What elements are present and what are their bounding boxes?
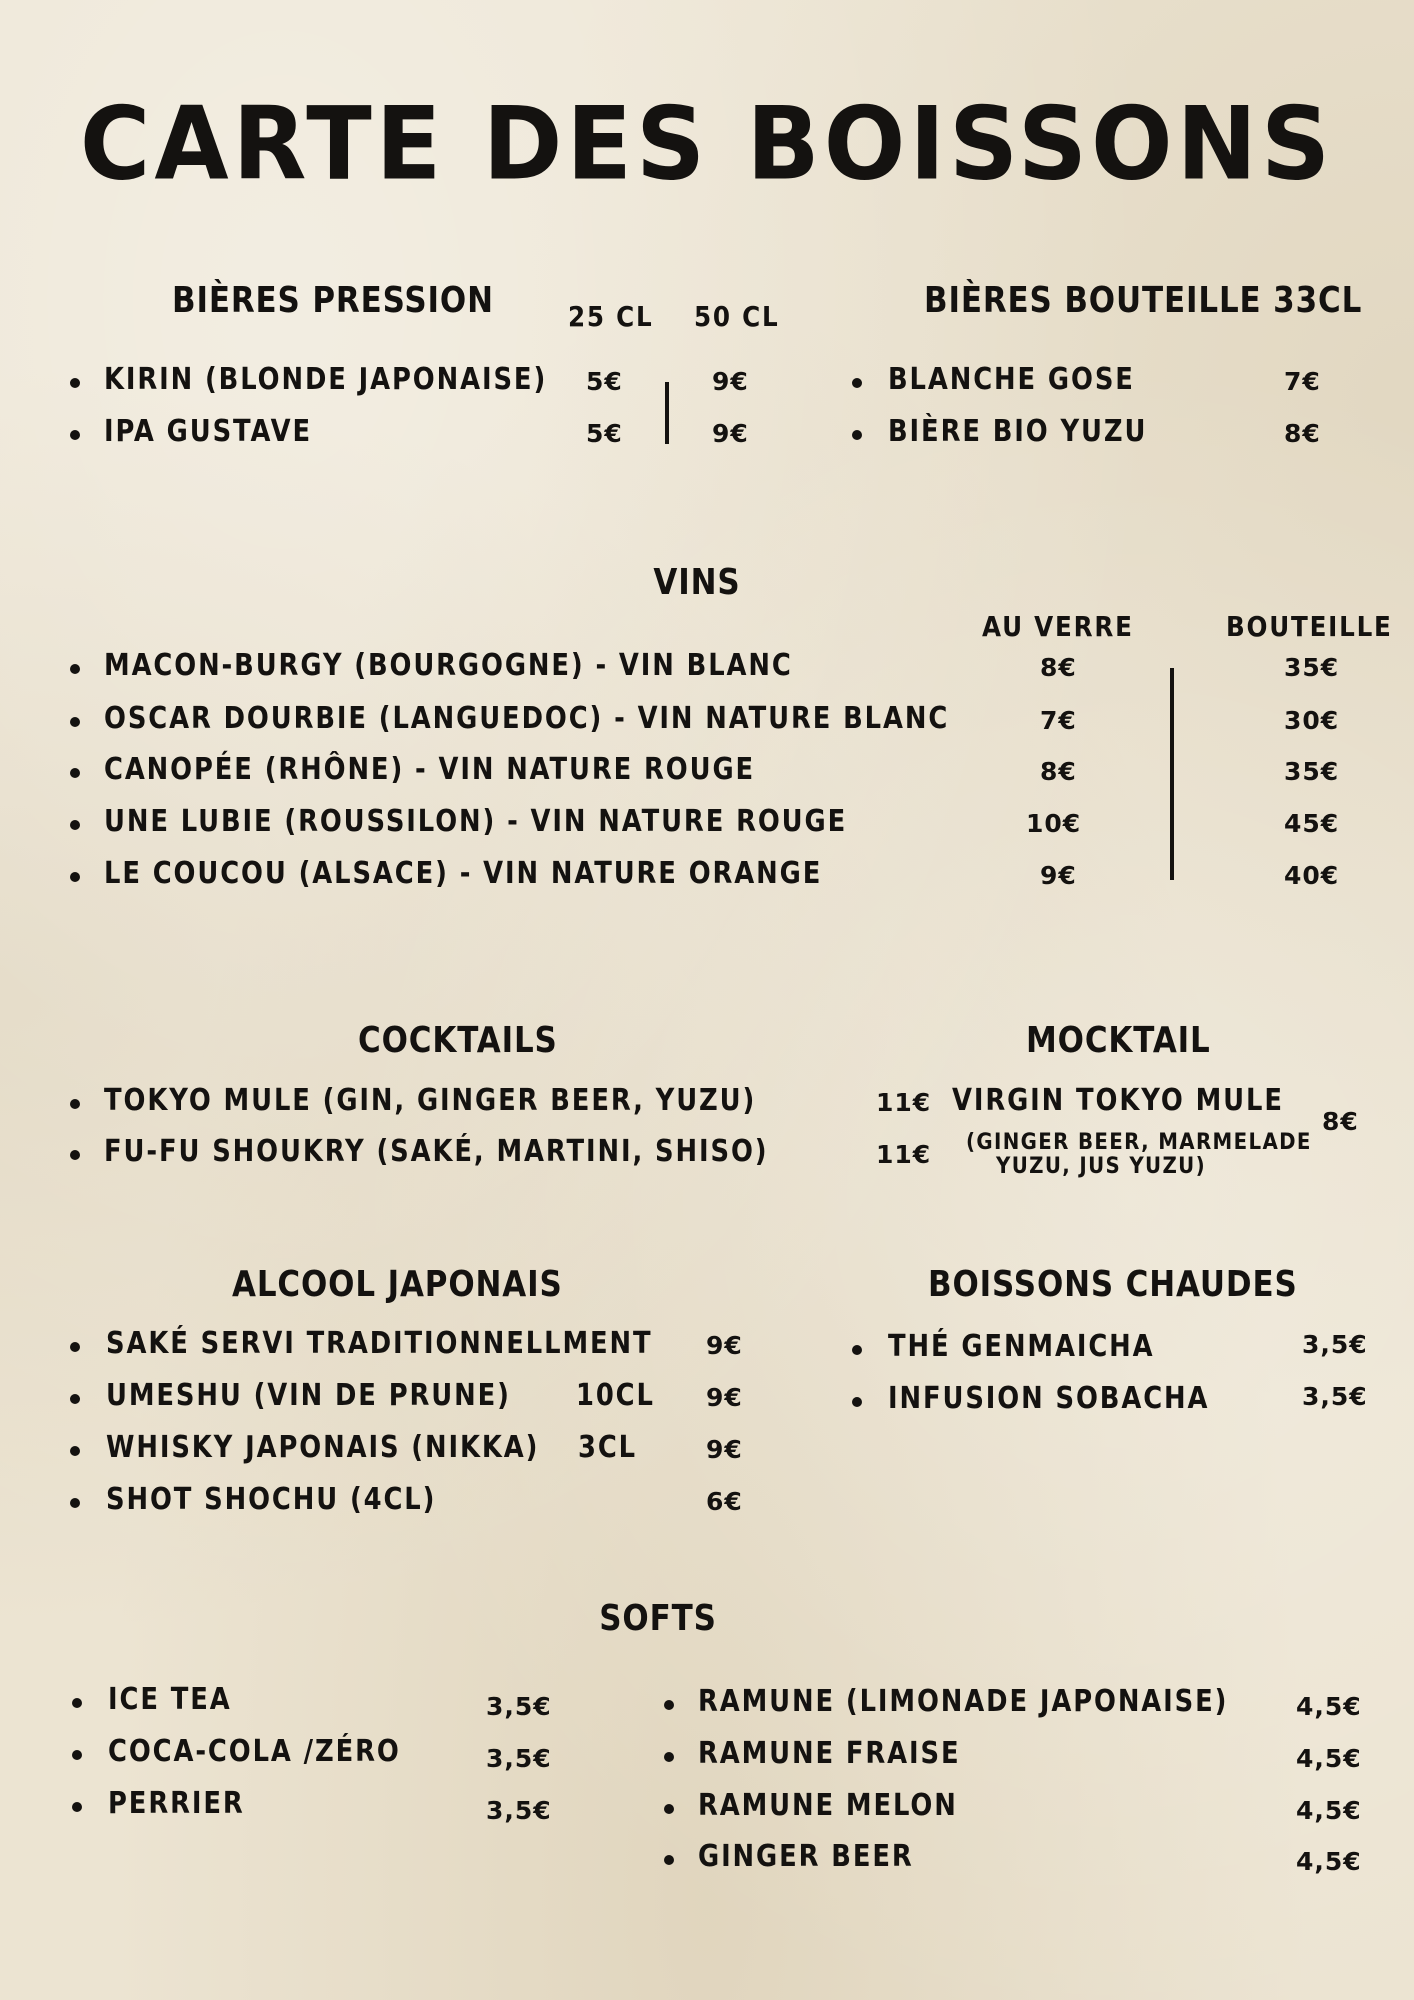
item-price: 3,5€ — [1302, 1382, 1368, 1411]
item-name: BLANCHE GOSE — [888, 362, 1135, 397]
bullet-icon — [664, 1804, 674, 1814]
item-price: 8€ — [1284, 419, 1321, 448]
item-price: 3,5€ — [1302, 1330, 1368, 1359]
softs-heading: SOFTS — [599, 1598, 717, 1639]
price-50cl: 9€ — [712, 419, 749, 448]
item-name: FU-FU SHOUKRY (SAKÉ, MARTINI, SHISO) — [104, 1134, 769, 1169]
item-name: PERRIER — [108, 1786, 245, 1821]
price-bouteille: 35€ — [1284, 653, 1340, 682]
item-name: CANOPÉE (RHÔNE) - VIN NATURE ROUGE — [104, 752, 756, 787]
price-50cl: 9€ — [712, 367, 749, 396]
item-price: 3,5€ — [486, 1692, 552, 1721]
bullet-icon — [72, 1802, 82, 1812]
item-price: 9€ — [706, 1331, 743, 1360]
item-price: 7€ — [1284, 367, 1321, 396]
item-name: UNE LUBIE (ROUSSILON) - VIN NATURE ROUGE — [104, 804, 848, 839]
item-name: KIRIN (BLONDE JAPONAISE) — [104, 362, 548, 397]
bullet-icon — [70, 1099, 80, 1109]
vins-divider — [1170, 668, 1174, 880]
bullet-icon — [70, 1394, 80, 1404]
item-name: MACON-BURGY (BOURGOGNE) - VIN BLANC — [104, 648, 793, 683]
col-25cl-header: 25 CL — [568, 300, 654, 333]
bullet-icon — [852, 1345, 862, 1355]
bullet-icon — [852, 378, 862, 388]
item-price: 9€ — [706, 1435, 743, 1464]
bieres-bouteille-heading: BIÈRES BOUTEILLE 33CL — [924, 280, 1363, 321]
price-verre: 8€ — [1040, 653, 1077, 682]
item-qty: 3CL — [578, 1430, 638, 1465]
bullet-icon — [70, 717, 80, 727]
item-price: 3,5€ — [486, 1796, 552, 1825]
mocktail-heading: MOCKTAIL — [1026, 1020, 1211, 1061]
item-price: 4,5€ — [1296, 1692, 1362, 1721]
item-name: IPA GUSTAVE — [104, 414, 313, 449]
item-name: RAMUNE MELON — [698, 1788, 958, 1823]
bullet-icon — [70, 1342, 80, 1352]
price-verre: 10€ — [1026, 809, 1082, 838]
item-qty: 10CL — [576, 1378, 655, 1413]
bullet-icon — [70, 1150, 80, 1160]
boissons-chaudes-heading: BOISSONS CHAUDES — [928, 1264, 1298, 1305]
bullet-icon — [70, 820, 80, 830]
item-price: 9€ — [706, 1383, 743, 1412]
bullet-icon — [70, 872, 80, 882]
bullet-icon — [852, 430, 862, 440]
item-price: 4,5€ — [1296, 1744, 1362, 1773]
bullet-icon — [72, 1698, 82, 1708]
vins-heading: VINS — [653, 562, 741, 603]
item-name: SHOT SHOCHU (4CL) — [106, 1482, 437, 1517]
mocktail-name: VIRGIN TOKYO MULE — [952, 1083, 1284, 1118]
item-name: WHISKY JAPONAIS (NIKKA) — [106, 1430, 540, 1465]
bullet-icon — [664, 1752, 674, 1762]
price-bouteille: 30€ — [1284, 706, 1340, 735]
price-verre: 8€ — [1040, 757, 1077, 786]
bullet-icon — [70, 1498, 80, 1508]
bullet-icon — [70, 1446, 80, 1456]
bullet-icon — [70, 664, 80, 674]
item-name: THÉ GENMAICHA — [888, 1329, 1155, 1364]
bullet-icon — [664, 1700, 674, 1710]
mocktail-desc-line2: YUZU, JUS YUZU) — [996, 1154, 1207, 1179]
alcool-japonais-heading: ALCOOL JAPONAIS — [232, 1264, 563, 1305]
item-name: OSCAR DOURBIE (LANGUEDOC) - VIN NATURE BLANC — [104, 701, 950, 736]
bullet-icon — [70, 378, 80, 388]
item-name: GINGER BEER — [698, 1839, 914, 1874]
cocktails-heading: COCKTAILS — [358, 1020, 558, 1061]
pression-divider — [665, 382, 669, 444]
item-name: RAMUNE (LIMONADE JAPONAISE) — [698, 1684, 1229, 1719]
bullet-icon — [852, 1397, 862, 1407]
price-bouteille: 45€ — [1284, 809, 1340, 838]
item-price: 4,5€ — [1296, 1847, 1362, 1876]
bullet-icon — [664, 1855, 674, 1865]
bieres-pression-heading: BIÈRES PRESSION — [172, 280, 494, 321]
item-name: ICE TEA — [108, 1682, 232, 1717]
page-title: CARTE DES BOISSONS — [79, 85, 1335, 203]
bullet-icon — [70, 768, 80, 778]
item-name: RAMUNE FRAISE — [698, 1736, 961, 1771]
item-price: 11€ — [876, 1140, 932, 1169]
item-price: 11€ — [876, 1088, 932, 1117]
price-verre: 7€ — [1040, 706, 1077, 735]
col-50cl-header: 50 CL — [694, 300, 780, 333]
price-verre: 9€ — [1040, 861, 1077, 890]
price-25cl: 5€ — [586, 367, 623, 396]
bullet-icon — [72, 1750, 82, 1760]
price-bouteille: 35€ — [1284, 757, 1340, 786]
item-price: 4,5€ — [1296, 1796, 1362, 1825]
bullet-icon — [70, 430, 80, 440]
item-name: COCA-COLA /ZÉRO — [108, 1734, 401, 1769]
item-name: BIÈRE BIO YUZU — [888, 414, 1148, 449]
item-name: UMESHU (VIN DE PRUNE) — [106, 1378, 511, 1413]
item-price: 6€ — [706, 1487, 743, 1516]
price-bouteille: 40€ — [1284, 861, 1340, 890]
item-name: TOKYO MULE (GIN, GINGER BEER, YUZU) — [104, 1083, 757, 1118]
price-25cl: 5€ — [586, 419, 623, 448]
mocktail-price: 8€ — [1322, 1107, 1359, 1136]
col-verre-header: AU VERRE — [982, 610, 1134, 643]
col-bouteille-header: BOUTEILLE — [1226, 610, 1393, 643]
mocktail-desc-line1: (GINGER BEER, MARMELADE — [966, 1130, 1312, 1155]
item-name: INFUSION SOBACHA — [888, 1381, 1210, 1416]
item-name: SAKÉ SERVI TRADITIONNELLMENT — [106, 1326, 653, 1361]
item-price: 3,5€ — [486, 1744, 552, 1773]
item-name: LE COUCOU (ALSACE) - VIN NATURE ORANGE — [104, 856, 823, 891]
